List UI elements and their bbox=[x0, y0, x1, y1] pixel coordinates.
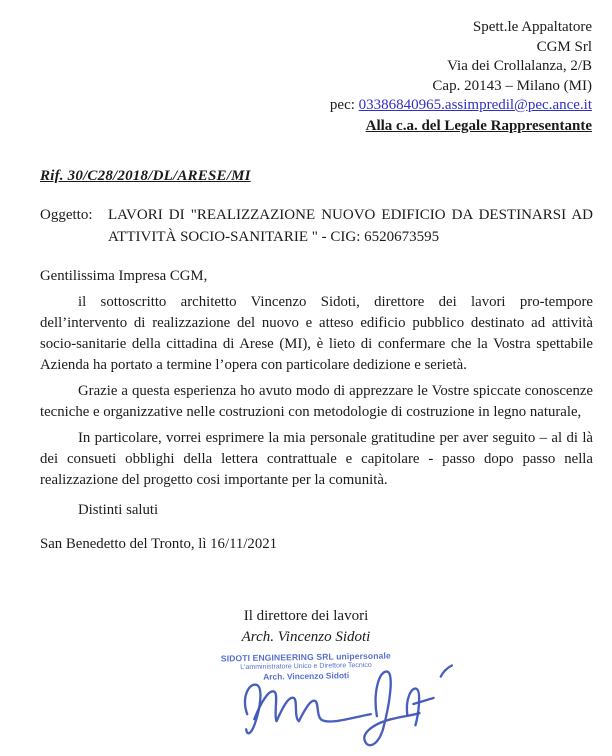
reference-line: Rif. 30/C28/2018/DL/ARESE/MI bbox=[40, 168, 251, 184]
subject-label: Oggetto: bbox=[40, 207, 93, 223]
pec-label: pec: bbox=[329, 97, 359, 113]
recipient-line-company-name: CGM Srl bbox=[536, 38, 592, 55]
subject-text: LAVORI DI "REALIZZAZIONE NUOVO EDIFICIO DA DESTINARSI AD ATTIVITÀ SOCIO-SANITARIE " - CIG: 6520673595 bbox=[108, 207, 593, 245]
recipient-block bbox=[330, 18, 592, 136]
signer-role: Il direttore dei lavori bbox=[243, 608, 369, 624]
letter-body bbox=[40, 266, 593, 560]
place-date-line: San Benedetto del Tronto, lì 16/11/2021 bbox=[40, 536, 278, 552]
body-paragraph-1: il sottoscritto architetto Vincenzo Sidoti, direttore dei lavori pro-tempore dell’intervento di realizzazione del nuovo e atteso edificio pubblico destinato ad attività socio-sanitarie della cittadina di Arese (MI), è lieto di confermare che la Vostra spettabile Azienda ha portato a termine l’opera con particolare dedizione e serietà. bbox=[40, 294, 593, 373]
pec-email-link[interactable]: 03386840965.assimpredil@pec.ance.it bbox=[358, 97, 592, 113]
recipient-line-city: Cap. 20143 – Milano (MI) bbox=[432, 77, 592, 94]
closing-salutation: Distinti saluti bbox=[78, 502, 159, 518]
recipient-line-address: Via dei Crollalanza, 2/B bbox=[447, 58, 592, 74]
salutation: Gentilissima Impresa CGM, bbox=[40, 268, 208, 284]
stamp-signer-name: Arch. Vincenzo Sidoti bbox=[263, 670, 350, 682]
signature-block bbox=[0, 606, 612, 648]
signer-name: Arch. Vincenzo Sidoti bbox=[241, 629, 371, 645]
body-paragraph-3: In particolare, vorrei esprimere la mia personale gratitudine per aver seguito – al di là dei consueti obblighi della lettera contrattuale e capitolare - passo dopo passo nella realizzazione del progetto cosi importante per la comunità. bbox=[40, 430, 593, 488]
stamp-role-line: L'amministratore Unico e Direttore Tecnico bbox=[240, 661, 372, 672]
attention-line: Alla c.a. del Legale Rappresentante bbox=[365, 117, 592, 134]
subject-block bbox=[40, 205, 593, 248]
stamp-company-name: SIDOTI ENGINEERING SRL unipersonale bbox=[220, 650, 391, 664]
recipient-pec-line bbox=[330, 96, 592, 116]
body-paragraph-2: Grazie a questa esperienza ho avuto modo di apprezzare le Vostre spiccate conoscenze tecniche e organizzative nelle costruzioni con metodologie di costruzione in legno naturale, bbox=[40, 383, 593, 420]
recipient-line-company-role: Spett.le Appaltatore bbox=[472, 19, 592, 35]
handwritten-signature-icon bbox=[233, 658, 461, 752]
